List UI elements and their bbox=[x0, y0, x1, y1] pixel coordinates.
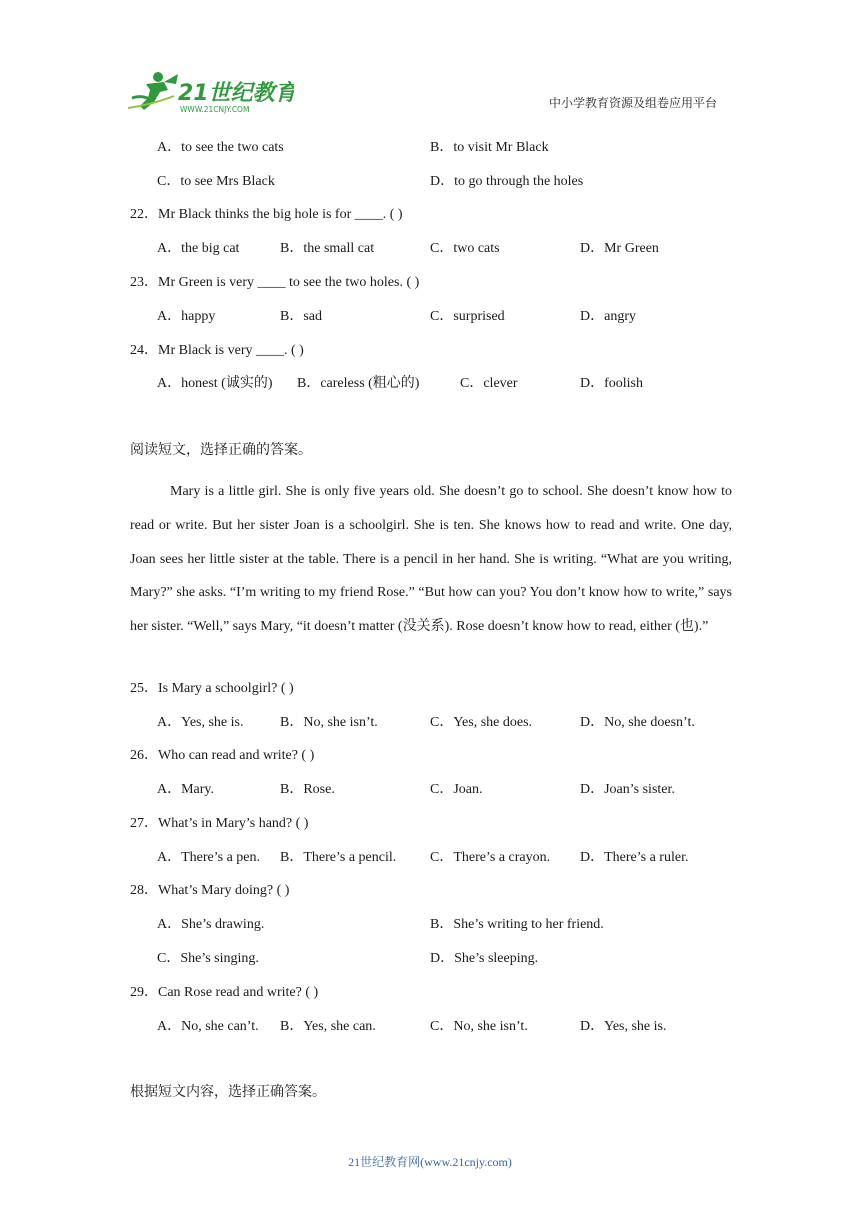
q28-option-a: A．She’s drawing. bbox=[157, 917, 265, 932]
logo-text: 21世纪教育 bbox=[178, 81, 294, 106]
q22-option-c: C．two cats bbox=[430, 241, 500, 256]
q21-option-c: C．to see Mrs Black bbox=[157, 174, 275, 189]
header-tagline: 中小学教育资源及组卷应用平台 bbox=[549, 96, 718, 110]
q25-option-a: A．Yes, she is. bbox=[157, 715, 244, 730]
section-instruction-2: 根据短文内容，选择正确答案。 bbox=[130, 1085, 326, 1100]
q25-option-b: B．No, she isn’t. bbox=[280, 715, 378, 730]
q27-option-c: C．There’s a crayon. bbox=[430, 850, 551, 865]
q29-option-d: D．Yes, she is. bbox=[580, 1019, 667, 1034]
q24-stem: 24．Mr Black is very ____. ( ) bbox=[130, 343, 304, 358]
q25-option-c: C．Yes, she does. bbox=[430, 715, 533, 730]
q26-option-b: B．Rose. bbox=[280, 782, 335, 797]
q25-stem: 25．Is Mary a schoolgirl? ( ) bbox=[130, 681, 294, 696]
q22-option-b: B．the small cat bbox=[280, 241, 375, 256]
q26-option-c: C．Joan. bbox=[430, 782, 483, 797]
q23-stem: 23．Mr Green is very ____ to see the two holes. ( ) bbox=[130, 275, 420, 290]
q23-option-c: C．surprised bbox=[430, 309, 505, 324]
q28-stem: 28．What’s Mary doing? ( ) bbox=[130, 883, 290, 898]
page-footer: 21世纪教育网(www.21cnjy.com) bbox=[348, 1155, 512, 1169]
q24-option-d: D．foolish bbox=[580, 376, 643, 391]
q29-option-a: A．No, she can’t. bbox=[157, 1019, 259, 1034]
q27-stem: 27．What’s in Mary’s hand? ( ) bbox=[130, 816, 309, 831]
q22-option-d: D．Mr Green bbox=[580, 241, 659, 256]
q29-stem: 29．Can Rose read and write? ( ) bbox=[130, 985, 319, 1000]
passage-text: Mary is a little girl. She is only five years old. She doesn’t go to school. She doesn’t know how to read or write. But her sister Joan is a schoolgirl. She is ten. She knows how to read and write. One day, Joan sees her little sister at the table. There is a pencil in her hand. She is writing. “What are you writing, Mary?” she asks. “I’m writing to my friend Rose.” “But how can you? You don’t know how to write,” says her sister. “Well,” says Mary, “it doesn’t matter (没关系). Rose doesn’t know how to read, either (也).” bbox=[130, 484, 732, 635]
q22-stem: 22．Mr Black thinks the big hole is for ____. ( ) bbox=[130, 207, 403, 222]
q24-option-a: A．honest (诚实的) bbox=[157, 376, 273, 391]
reading-passage bbox=[130, 475, 732, 644]
q25-option-d: D．No, she doesn’t. bbox=[580, 715, 695, 730]
q26-option-d: D．Joan’s sister. bbox=[580, 782, 675, 797]
q23-option-b: B．sad bbox=[280, 309, 322, 324]
site-logo bbox=[124, 68, 294, 116]
q29-option-c: C．No, she isn’t. bbox=[430, 1019, 528, 1034]
q21-option-b: B．to visit Mr Black bbox=[430, 140, 549, 155]
q24-option-c: C．clever bbox=[460, 376, 518, 391]
logo-url: WWW.21CNJY.COM bbox=[180, 105, 250, 114]
q26-option-a: A．Mary. bbox=[157, 782, 215, 797]
q28-option-c: C．She’s singing. bbox=[157, 951, 259, 966]
q22-option-a: A．the big cat bbox=[157, 241, 240, 256]
runner-logo-icon bbox=[124, 68, 294, 116]
q21-option-a: A．to see the two cats bbox=[157, 140, 284, 155]
q23-option-a: A．happy bbox=[157, 309, 216, 324]
q27-option-d: D．There’s a ruler. bbox=[580, 850, 689, 865]
q27-option-b: B．There’s a pencil. bbox=[280, 850, 397, 865]
q28-option-b: B．She’s writing to her friend. bbox=[430, 917, 604, 932]
section-instruction: 阅读短文，选择正确的答案。 bbox=[130, 443, 312, 458]
q26-stem: 26．Who can read and write? ( ) bbox=[130, 748, 315, 763]
q27-option-a: A．There’s a pen. bbox=[157, 850, 261, 865]
q24-option-b: B．careless (粗心的) bbox=[297, 376, 420, 391]
q29-option-b: B．Yes, she can. bbox=[280, 1019, 376, 1034]
q23-option-d: D．angry bbox=[580, 309, 636, 324]
q28-option-d: D．She’s sleeping. bbox=[430, 951, 539, 966]
q21-option-d: D．to go through the holes bbox=[430, 174, 584, 189]
